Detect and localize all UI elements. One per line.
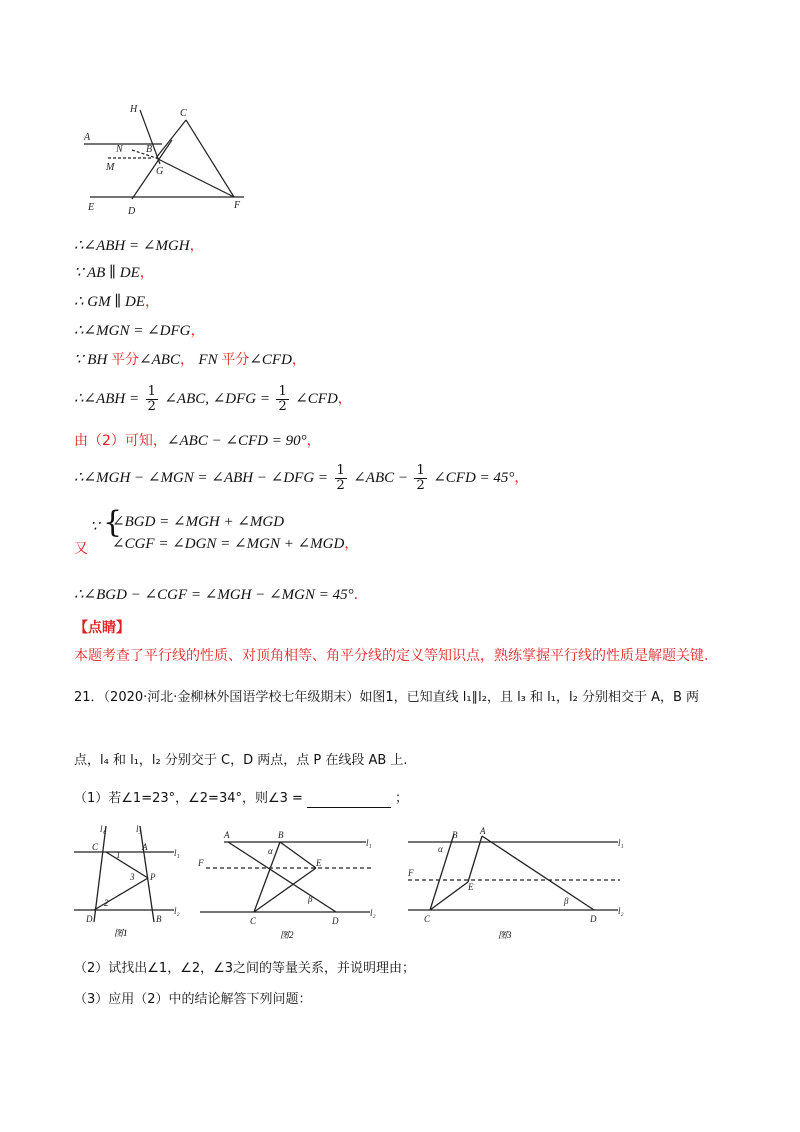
- fraction-half: $\frac{1}{2}$: [147, 383, 156, 414]
- svg-text:D: D: [86, 914, 93, 924]
- dianjing-text: 本题考查了平行线的性质、对顶角相等、角平分线的定义等知识点，熟练掌握平行线的性质是解题关键.: [74, 648, 709, 664]
- proof-step-8: ∴∠MGH − ∠MGN = ∠ABH − ∠DFG = $\frac{1}{2}$ ∠ABC − $\frac{1}{2}$ ∠CFD = 45°，: [74, 462, 529, 493]
- dianjing-title: 【点睛】: [74, 620, 130, 636]
- svg-text:l₁: l₁: [174, 848, 180, 858]
- svg-text:D: D: [332, 916, 339, 926]
- svg-text:F: F: [198, 858, 204, 868]
- svg-text:β: β: [564, 896, 569, 906]
- system-row-1: ∠BGD = ∠MGH + ∠MGD: [112, 514, 285, 530]
- proof-step-5: ∵ BH 平分∠ABC， FN 平分∠CFD，: [74, 352, 306, 368]
- svg-text:α: α: [268, 846, 273, 856]
- label-b: B: [146, 144, 153, 155]
- svg-text:3: 3: [130, 872, 135, 882]
- label-h: H: [130, 104, 138, 115]
- svg-text:F: F: [408, 868, 414, 878]
- proof-step-9-label: 又: [74, 541, 88, 557]
- svg-text:E: E: [468, 882, 474, 892]
- problem-line-2: 点，l₄ 和 l₁，l₂ 分别交于 C，D 两点，点 P 在线段 AB 上.: [74, 753, 408, 768]
- label-e: E: [88, 202, 95, 213]
- label-m: M: [106, 162, 115, 173]
- svg-text:2: 2: [104, 898, 109, 908]
- svg-text:B: B: [156, 914, 162, 924]
- label-d: D: [128, 206, 136, 217]
- svg-text:C: C: [250, 916, 257, 926]
- question-1: （1）若∠1=23°，∠2=34°，则∠3 = ；: [74, 791, 408, 806]
- system-row-2: ∠CGF = ∠DGN = ∠MGN + ∠MGD，: [112, 536, 359, 552]
- svg-text:C: C: [424, 914, 431, 924]
- problem-line-1: 21．（2020·河北·金柳林外国语学校七年级期末）如图1，已知直线 l₁∥l₂，且 l₃ 和 l₁，l₂ 分别相交于 A，B 两: [74, 690, 700, 705]
- svg-text:l₂: l₂: [370, 908, 376, 918]
- answer-blank[interactable]: [307, 793, 391, 808]
- figure-2-caption: 图2: [280, 930, 294, 940]
- svg-text:l₄: l₄: [100, 824, 106, 834]
- question-2: （2）试找出∠1，∠2，∠3之间的等量关系，并说明理由；: [74, 961, 416, 976]
- because-symbol: ∵: [90, 519, 100, 535]
- system-brace: {: [103, 505, 123, 540]
- svg-text:l₃: l₃: [136, 824, 142, 834]
- proof-step-4: ∴∠MGN = ∠DFG，: [74, 323, 205, 339]
- figure-1-caption: 图1: [114, 928, 128, 938]
- svg-text:B: B: [452, 830, 458, 840]
- proof-step-7: 由（2）可知，∠ABC − ∠CFD = 90°，: [74, 433, 321, 449]
- proof-step-3: ∴ GM ∥ DE，: [74, 294, 160, 310]
- svg-text:A: A: [224, 830, 230, 840]
- question-3: （3）应用（2）中的结论解答下列问题：: [74, 992, 312, 1007]
- label-a: A: [84, 132, 91, 143]
- proof-step-10: ∴∠BGD − ∠CGF = ∠MGH − ∠MGN = 45°．: [74, 587, 368, 603]
- label-g: G: [156, 166, 164, 177]
- label-c: C: [180, 108, 187, 119]
- fraction-half: $\frac{1}{2}$: [336, 462, 345, 493]
- svg-text:B: B: [278, 830, 284, 840]
- label-n: N: [116, 144, 123, 155]
- fraction-half: $\frac{1}{2}$: [278, 383, 287, 414]
- svg-text:A: A: [142, 842, 148, 852]
- fraction-half: $\frac{1}{2}$: [416, 462, 425, 493]
- proof-step-1: ∴∠ABH = ∠MGH，: [74, 238, 204, 254]
- svg-text:1: 1: [116, 850, 121, 860]
- svg-text:A: A: [480, 826, 486, 836]
- figure-3: [404, 824, 630, 942]
- svg-text:P: P: [150, 872, 156, 882]
- svg-text:l₁: l₁: [618, 838, 624, 848]
- figure-1: [70, 822, 190, 940]
- proof-step-6: ∴∠ABH = $\frac{1}{2}$ ∠ABC, ∠DFG = $\frac{1}{2}$ ∠CFD，: [74, 383, 352, 414]
- svg-text:l₂: l₂: [174, 906, 180, 916]
- svg-text:β: β: [308, 894, 313, 904]
- svg-text:α: α: [438, 844, 443, 854]
- figure-3-caption: 图3: [498, 930, 512, 940]
- svg-text:E: E: [316, 858, 322, 868]
- top-geometry-figure: [82, 100, 262, 220]
- svg-text:D: D: [590, 914, 597, 924]
- svg-text:l₁: l₁: [366, 838, 372, 848]
- svg-text:l₂: l₂: [618, 906, 624, 916]
- figure-2: [196, 826, 392, 942]
- svg-text:C: C: [92, 842, 99, 852]
- proof-step-2: ∵ AB ∥ DE，: [74, 265, 154, 281]
- label-f: F: [234, 200, 241, 211]
